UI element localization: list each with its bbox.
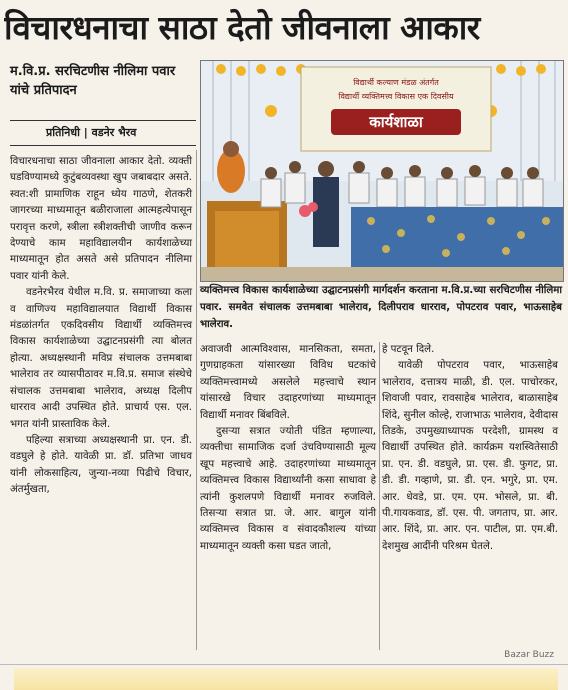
banner-title: कार्यशाळा bbox=[369, 113, 423, 131]
headline: विचारधनाचा साठा देतो जीवनाला आकार bbox=[4, 8, 480, 47]
paragraph: पहिल्या सत्राच्या अध्यक्षस्थानी प्रा. एन. डी. वडघुले हे होते. यावेळी प्रा. डॉ. प्रतिभा जाधव यांनी लोकसाहित्य, जुन्या-नव्या पिढीचे विचार, अंतर्मुखता, bbox=[10, 434, 192, 496]
banner-line-1: विद्यार्थी कल्याण मंडळ अंतर्गत bbox=[353, 78, 439, 87]
banner-line-2: विद्यार्थी व्यक्तिमत्त्व विकास एक दिवसीय bbox=[338, 92, 454, 101]
footer-rule bbox=[0, 664, 568, 665]
next-article-strip bbox=[14, 668, 558, 690]
event-photo-illustration bbox=[201, 61, 563, 281]
event-photo bbox=[200, 60, 564, 282]
paragraph: विचारधनाचा साठा जीवनाला आकार देतो. व्यक्ती घडविण्यामध्ये कुटुंबव्यवस्था खुप जबाबदार असते. स्वत:शी प्रामाणिक राहून ध्येय गाठणे, शेतकरी जागरच्या माध्यमातून बळीराजाला आत्महत्येपासून परावृत्त करणे, स्त्रीला स्त्रीशक्तीची जाणीव करून देण्याचे काम महाविद्यालयीन कार्यशाळेच्या माध्यमातून होत असते असे प्रतिपादन नीलिमा पवार यांनी केले. bbox=[10, 156, 192, 282]
subheadline: म.वि.प्र. सरचिटणीस नीलिमा पवार यांचे प्रतिपादन bbox=[10, 64, 176, 98]
column-divider bbox=[379, 342, 380, 650]
article-column-3 bbox=[382, 342, 558, 555]
footer-tag: Bazar Buzz bbox=[504, 650, 554, 660]
paragraph: अवाजवी आत्मविश्वास, मानसिकता, समता, गुणग्राहकता यांसारख्या विविध घटकांचे व्यक्तिमत्त्वामध्ये असलेले महत्त्वाचे स्थान यांसारखे विचार उदाहरणांच्या माध्यमातून विद्यार्थी मनावर बिंबविले. bbox=[200, 344, 376, 421]
paragraph: यावेळी पोपटराव पवार, भाऊसाहेब भालेराव, दत्तात्रय माळी, डी. एल. पाचोरकर, शिवाजी पवार, रावसाहेब भालेराव, बाळासाहेब शिंदे, सुनील कोल्हे, राजाभाऊ भालेराव, देवीदास तिडके, उपमुख्याध्यापक परदेशी, ग्रामस्थ व विद्यार्थी उपस्थित होते. कार्यक्रम यशस्वितेसाठी प्रा. एन. डी. वडघुले, प्रा. एस. डी. फुगट, प्रा. डी. डी. गव्हाणे, प्रा. डी. एन. भगुरे, प्रा. एम. आर. धेवडे, प्रा. एम. एम. भोसले, प्रा. बी. पी.गायकवाड, डॉ. एस. पी. जगताप, प्रा. आर. आर. शिंदे, प्रा. आर. एन. पाटील, प्रा. एम.बी. देशमुख आदींनी परिश्रम घेतले. bbox=[382, 360, 558, 552]
article-column-2 bbox=[200, 342, 376, 555]
article-column-1 bbox=[10, 154, 192, 499]
paragraph: वडनेरभैरव येथील म.वि. प्र. समाजाच्या कला व वाणिज्य महाविद्यालयात विद्यार्थी विकास मंडळांतर्गत एकदिवसीय विद्यार्थी व्यक्तिमत्त्व विकास कार्यशाळेच्या उद्घाटनप्रसंगी त्या बोलत होत्या. अध्यक्षस्थानी मविप्र संचालक उत्तमबाबा भालेराव तर व्यासपीठावर म.वि.प्र. समाज संस्थेचे संचालक उत्तमबाबा भालेराव, अध्यक्ष दिलीप धारराव आदी उपस्थित होते. प्राचार्य एस. एल. भगत यांनी प्रास्ताविक केले. bbox=[10, 287, 192, 430]
paragraph: हे पटवून दिले. bbox=[382, 344, 435, 355]
column-divider bbox=[196, 150, 197, 650]
paragraph: दुसऱ्या सत्रात ज्योती पंडित म्हणाल्या, व्यक्तीचा सामाजिक दर्जा उंचविण्यासाठी मूल्य खूप महत्त्वाचे आहे. उदाहरणांच्या माध्यमातून व्यक्तिमत्त्व विकास विद्यार्थ्यांनी कसा साधावा हे त्यांनी कुशलपणे विद्यार्थी मनावर रुजविले. तिसऱ्या सत्रात प्रा. जे. आर. बागुल यांनी व्यक्तिमत्त्व विकास व संवादकौशल्य यांच्या माध्यमातून व्यक्ती कसा घडत जातो, bbox=[200, 426, 376, 552]
byline: प्रतिनिधी | वडनेर भैरव bbox=[46, 126, 137, 139]
photo-caption: व्यक्तिमत्त्व विकास कार्यशाळेच्या उद्घाटनप्रसंगी मार्गदर्शन करताना म.वि.प्र.च्या सरचिटणीस नीलिमा पवार. समवेत संचालक उत्तमबाबा भालेराव, दिलीपराव धारराव, पोपटराव पवार, भाऊसाहेब भालेराव. bbox=[200, 285, 562, 330]
byline-box bbox=[10, 120, 196, 146]
